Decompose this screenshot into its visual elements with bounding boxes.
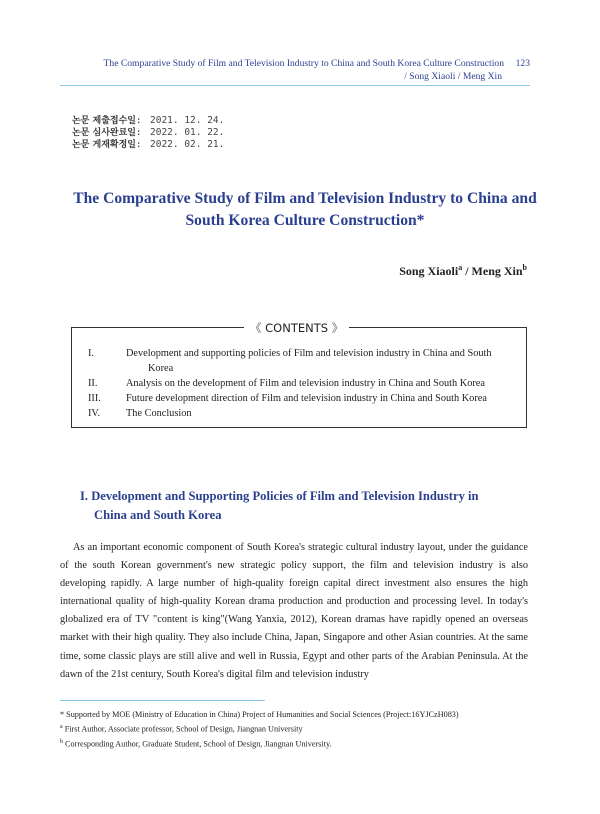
author-line: [399, 263, 527, 279]
date-row-reviewed: [72, 127, 224, 139]
footnote-first-author: [60, 721, 540, 736]
author-first: Song Xiaoli: [399, 264, 459, 278]
contents-heading: 《 CONTENTS 》: [244, 320, 349, 336]
toc-number: I.: [88, 348, 95, 359]
toc-text-continued: Korea: [148, 363, 174, 374]
title-line-1: The Comparative Study of Film and Television Industry to China and: [73, 190, 537, 207]
date-label: 논문 심사완료일: [72, 128, 136, 138]
footnotes: [60, 709, 540, 750]
running-header: [60, 57, 530, 83]
author-second-mark: b: [522, 263, 527, 272]
contents-list: [88, 346, 528, 421]
running-title: The Comparative Study of Film and Television Industry to China and South Korea Culture Construction: [103, 58, 504, 69]
date-value: 2021. 12. 24.: [150, 115, 225, 126]
footnote-mark: b: [60, 738, 63, 745]
date-value: 2022. 02. 21.: [150, 139, 225, 150]
body-paragraph: As an important economic component of South Korea's strategic cultural industry layout, under the guidance of the south Korean government's new strategic policy support, the film and television industry is also developing rapidly. A large number of high-quality foreign capital direct investment also ensures the high international quality of high-quality Korean drama production and production and processing level. In today's globalized era of TV "content is king"(Wang Yanxia, 2012), Korean dramas have rapidly opened an overseas market with their high quality. They also include China, Japan, Singapore and other Asian countries. At the same time, some classic plays are still alive and well in Russia, Egypt and other parts of the Arabian Peninsula. At the dawn of the 21st century, South Korea's digital film and television industry: [60, 542, 528, 680]
date-value: 2022. 01. 22.: [150, 127, 225, 138]
page-number: 123: [515, 58, 530, 69]
section-heading-line-2: China and South Korea: [94, 508, 222, 522]
toc-text: Future development direction of Film and television industry in China and South Korea: [126, 393, 487, 404]
date-separator: :: [136, 140, 142, 150]
author-first-mark: a: [458, 263, 463, 272]
title-line-2: South Korea Culture Construction*: [185, 212, 425, 229]
footnote-text: First Author, Associate professor, School of Design, Jiangnan University: [62, 724, 303, 734]
toc-number: IV.: [88, 408, 101, 419]
toc-number: II.: [88, 378, 98, 389]
footnote-mark: *: [60, 710, 65, 719]
date-row-accepted: [72, 139, 224, 151]
date-separator: :: [136, 116, 142, 126]
running-authors: / Song Xiaoli / Meng Xin: [404, 71, 502, 82]
footnote-text: Corresponding Author, Graduate Student, School of Design, Jiangnan University.: [63, 739, 332, 749]
section-heading-line-1: I. Development and Supporting Policies of Film and Television Industry in: [80, 489, 479, 503]
footnote-mark: a: [60, 724, 63, 730]
toc-item: [88, 406, 528, 421]
date-label: 논문 게재확정일: [72, 140, 136, 150]
toc-text: Analysis on the development of Film and television industry in China and South Korea: [126, 378, 485, 389]
toc-text: Development and supporting policies of Film and television industry in China and South: [126, 348, 492, 359]
toc-number: III.: [88, 393, 101, 404]
toc-item: [88, 346, 528, 376]
date-label: 논문 제출접수일: [72, 116, 136, 126]
submission-dates: [72, 115, 224, 151]
date-row-submitted: [72, 115, 224, 127]
author-separator: /: [462, 264, 472, 278]
date-separator: :: [136, 128, 142, 138]
section-heading: [80, 487, 520, 525]
footnote-funding: [60, 709, 540, 721]
footnote-text: Supported by MOE (Ministry of Education in China) Project of Humanities and Social Sciences (Project:16YJCzH083): [64, 710, 459, 719]
toc-item: [88, 391, 528, 406]
author-second: Meng Xin: [471, 264, 523, 278]
header-rule: [60, 85, 530, 86]
toc-item: [88, 376, 528, 391]
footnote-corresponding-author: [60, 736, 540, 751]
footnote-rule: [60, 700, 265, 701]
paper-title: [60, 188, 550, 232]
toc-text: The Conclusion: [126, 408, 192, 419]
